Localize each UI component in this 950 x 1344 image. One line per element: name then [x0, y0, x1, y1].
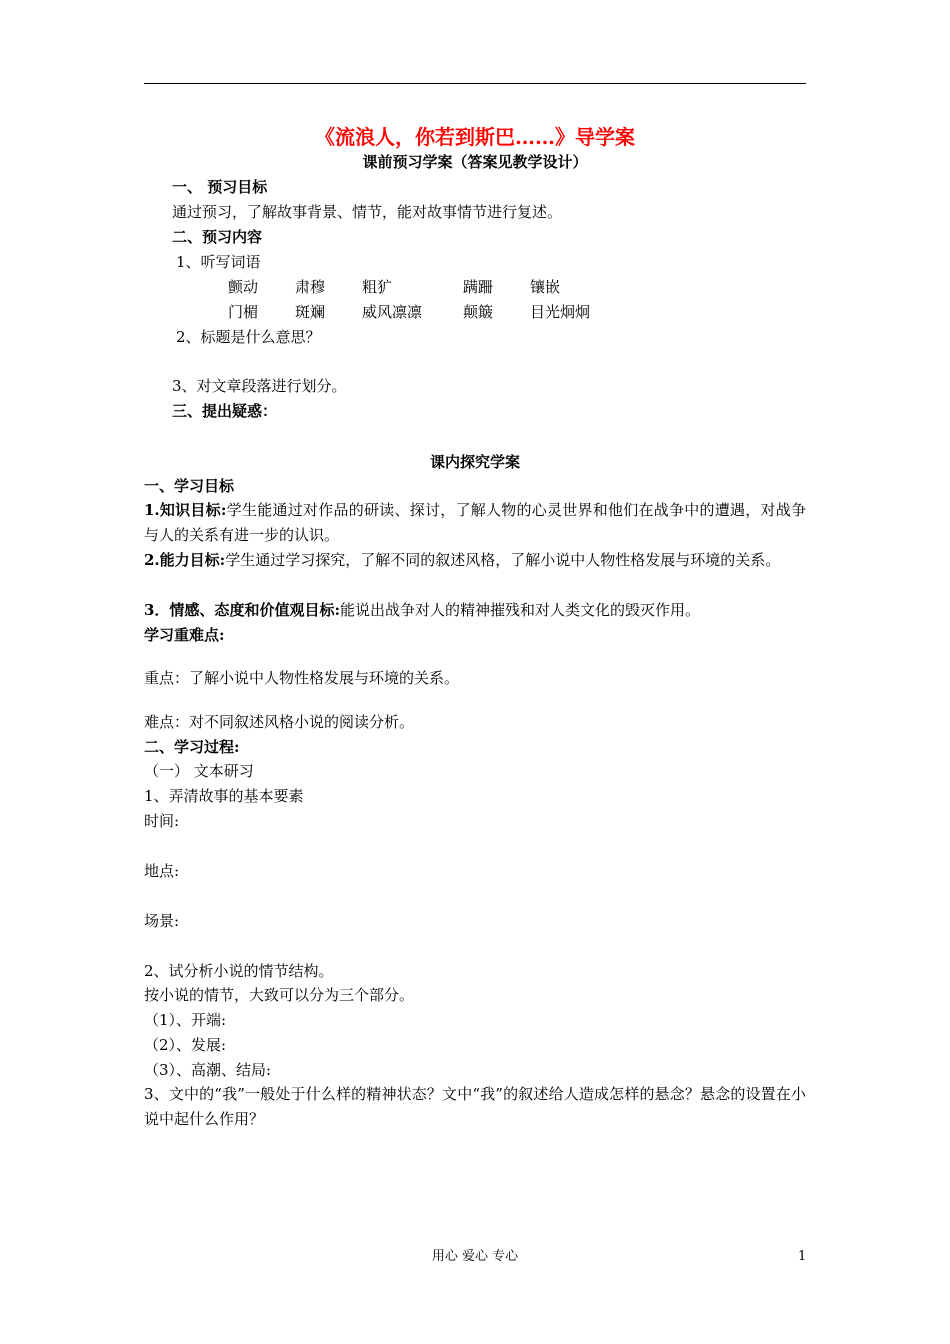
- word: 蹒跚: [463, 278, 494, 296]
- preview-heading-questions: 三、提出疑惑：: [172, 402, 278, 420]
- word: 颠簸: [463, 303, 494, 321]
- word: 粗犷: [362, 278, 393, 296]
- goal-ability-label: 2.能力目标:: [144, 551, 226, 569]
- plot-part-climax: （3）、高潮、结局:: [144, 1061, 272, 1079]
- preview-goal-text: 通过预习，了解故事背景、情节，能对故事情节进行复述。: [172, 203, 563, 221]
- goal-emotion-label: 3．情感、态度和价值观目标:: [144, 601, 340, 619]
- header-rule: [144, 83, 806, 84]
- place-label: 地点:: [144, 862, 180, 880]
- preview-item-title-meaning: 2、标题是什么意思？: [176, 328, 321, 346]
- inclass-heading-process: 二、学习过程:: [144, 738, 240, 756]
- time-label: 时间:: [144, 812, 180, 830]
- page-number: 1: [798, 1249, 807, 1264]
- scene-label: 场景:: [144, 912, 180, 930]
- preview-item-paragraphs: 3、对文章段落进行划分。: [172, 377, 347, 395]
- word: 门楣: [228, 303, 259, 321]
- document-subtitle: 课前预习学案（答案见教学设计）: [362, 153, 588, 171]
- goal-emotion: [144, 598, 806, 623]
- subsection-text-study: （一） 文本研习: [144, 762, 254, 780]
- question-suspense: 3、文中的“我”一般处于什么样的精神状态？文中“我”的叙述给人造成怎样的悬念？悬念的设置在小说中起什么作用？: [144, 1085, 806, 1128]
- preview-heading-content: 二、预习内容: [172, 228, 263, 246]
- key-point: 重点：了解小说中人物性格发展与环境的关系。: [144, 669, 460, 687]
- inclass-heading-goals: 一、学习目标: [144, 477, 235, 495]
- goal-knowledge-text: 学生能通过对作品的研读、探讨，了解人物的心灵世界和他们在战争中的遭遇，对战争与人的关系有进一步的认识。: [144, 501, 806, 544]
- word: 威风凛凛: [362, 303, 423, 321]
- question-plot: 2、试分析小说的情节结构。: [144, 962, 334, 980]
- footer-motto: 用心 爱心 专心: [431, 1249, 519, 1264]
- word: 斑斓: [295, 303, 326, 321]
- plot-part-beginning: （1）、开端:: [144, 1011, 227, 1029]
- goal-emotion-text: 能说出战争对人的精神摧残和对人类文化的毁灭作用。: [339, 601, 700, 619]
- word: 目光炯炯: [530, 303, 591, 321]
- goal-ability: [144, 548, 806, 573]
- key-difficult-label: 学习重难点:: [144, 626, 225, 644]
- goal-knowledge: [144, 498, 806, 548]
- question-plot-text: 按小说的情节，大致可以分为三个部分。: [144, 986, 415, 1004]
- word: 肃穆: [295, 278, 326, 296]
- plot-part-development: （2）、发展:: [144, 1036, 227, 1054]
- word: 颤动: [228, 278, 259, 296]
- preview-heading-goals: 一、 预习目标: [172, 178, 268, 196]
- goal-ability-text: 学生通过学习探究，了解不同的叙述风格，了解小说中人物性格发展与环境的关系。: [225, 551, 781, 569]
- goal-knowledge-label: 1.知识目标:: [144, 501, 227, 519]
- word: 镶嵌: [530, 278, 561, 296]
- difficult-point: 难点：对不同叙述风格小说的阅读分析。: [144, 713, 415, 731]
- document-title: 《流浪人，你若到斯巴……》导学案: [315, 125, 635, 149]
- inclass-section-title: 课内探究学案: [429, 453, 520, 471]
- preview-item-dictation: 1、听写词语: [176, 253, 261, 271]
- question-elements: 1、弄清故事的基本要素: [144, 787, 304, 805]
